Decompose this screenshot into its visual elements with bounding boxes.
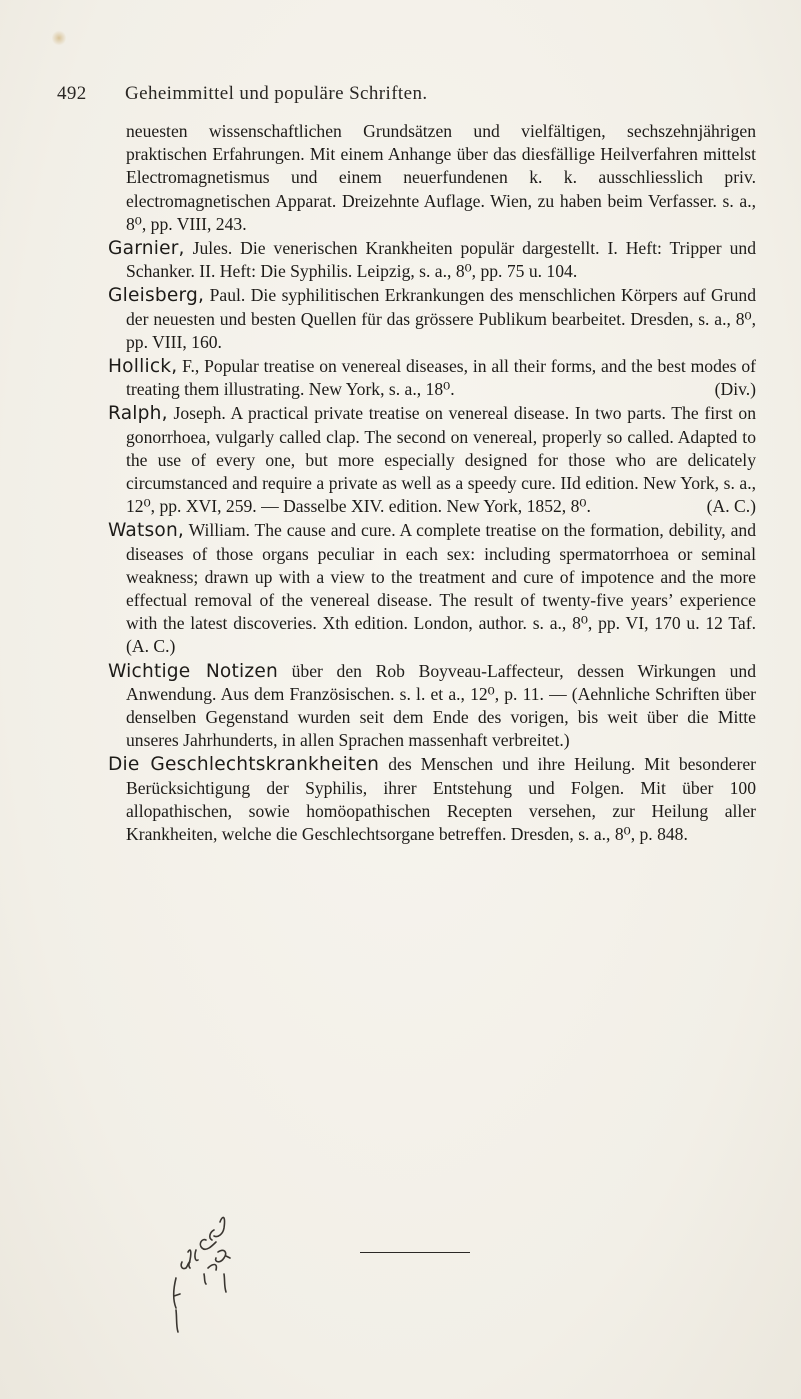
entry-text: F., Popular treatise on venereal diseases, in all their forms, and the best modes of treating them illustrating. New York, s. a., 18⁰.: [126, 356, 756, 400]
entry-source-tag: (Div.): [714, 379, 756, 400]
end-rule: [360, 1252, 470, 1253]
bibliography-text: [108, 120, 756, 847]
entry-text: des Menschen und ihre Heilung. Mit besonderer Berücksichtigung der Syphilis, ihrer Entstehung und Folgen. Mit über 100 allopathischen, sowie homöopathischen Recepten versehen, zur Heilung aller Krankheiten, welche die Geschlechtsorgane betreffen. Dresden, s. a., 8⁰, p. 848.: [126, 754, 756, 845]
entry-author: Die Geschlechtskrankheiten: [108, 754, 380, 776]
bibliography-entry: [108, 284, 756, 354]
entry-text: William. The cause and cure. A complete treatise on the formation, debility, and diseases of those organs peculiar in each sex: including spermatorrhoea or seminal weakness; drawn up with a view to the treatment and cure of impotence and the more effectual removal of the venereal disease. The result of twenty-five years’ experience with the latest discoveries. Xth edition. London, author. s. a., 8⁰, pp. VI, 170 u. 12 Taf. (A. C.): [126, 520, 756, 657]
paper-stain: [52, 30, 66, 46]
entry-text: über den Rob Boyveau-Laffecteur, dessen Wirkungen und Anwendung. Aus dem Französischen. s. l. et a., 12⁰, p. 11. — (Aehnliche Schriften über denselben Gegenstand wurden seit dem Ende des vorigen, bis weit über die Mitte unseres Jahrhunderts, in allen Sprachen massenhaft verbreitet.): [126, 660, 756, 751]
running-head: [57, 83, 757, 105]
entry-text: Jules. Die venerischen Krankheiten populär dargestellt. I. Heft: Tripper und Schanker. II. Heft: Die Syphilis. Leipzig, s. a., 8⁰, pp. 75 u. 104.: [126, 238, 756, 282]
bibliography-entry: [108, 402, 756, 518]
entry-source-tag: (A. C.): [706, 496, 756, 517]
running-title: Geheimmittel und populäre Schriften.: [125, 83, 428, 104]
entry-author: Wichtige Notizen: [108, 660, 278, 682]
entry-author: Hollick,: [108, 356, 178, 378]
bibliography-entry: [108, 237, 756, 283]
bibliography-entry: [108, 355, 756, 401]
entry-author: Gleisberg,: [108, 285, 205, 307]
bibliography-entry: [108, 120, 756, 236]
entry-author: Watson,: [108, 520, 185, 542]
bibliography-entry: [108, 753, 756, 846]
bibliography-entry: [108, 519, 756, 658]
entry-text: Paul. Die syphilitischen Erkrankungen des menschlichen Körpers auf Grund der neuesten und besten Quellen für das grössere Publikum bearbeitet. Dresden, s. a., 8⁰, pp. VIII, 160.: [126, 285, 756, 352]
entry-author: Garnier,: [108, 238, 185, 260]
entry-text: neuesten wissenschaftlichen Grundsätzen und vielfältigen, sechszehnjährigen praktischen Erfahrungen. Mit einem Anhange über das diesfällige Heilverfahren mittelst Electromagnetismus und einem neuerfundenen k. k. ausschliesslich priv. electromagnetischen Apparat. Dreizehnte Auflage. Wien, zu haben beim Verfasser. s. a., 8⁰, pp. VIII, 243.: [126, 121, 756, 234]
page-number: 492: [57, 83, 87, 104]
bibliography-entry: [108, 660, 756, 753]
entry-author: Ralph,: [108, 403, 168, 425]
entry-text: Joseph. A practical private treatise on venereal disease. In two parts. The first on gonorrhoea, vulgarly called clap. The second on venereal, properly so called. Adapted to the use of every one, but more especially designed for those who are delicately circumstanced and require a private as well as a speedy cure. IId edition. New York, s. a., 12⁰, pp. XVI, 259. — Dasselbe XIV. edition. New York, 1852, 8⁰.: [126, 403, 756, 517]
handwritten-signature: [168, 1208, 258, 1334]
